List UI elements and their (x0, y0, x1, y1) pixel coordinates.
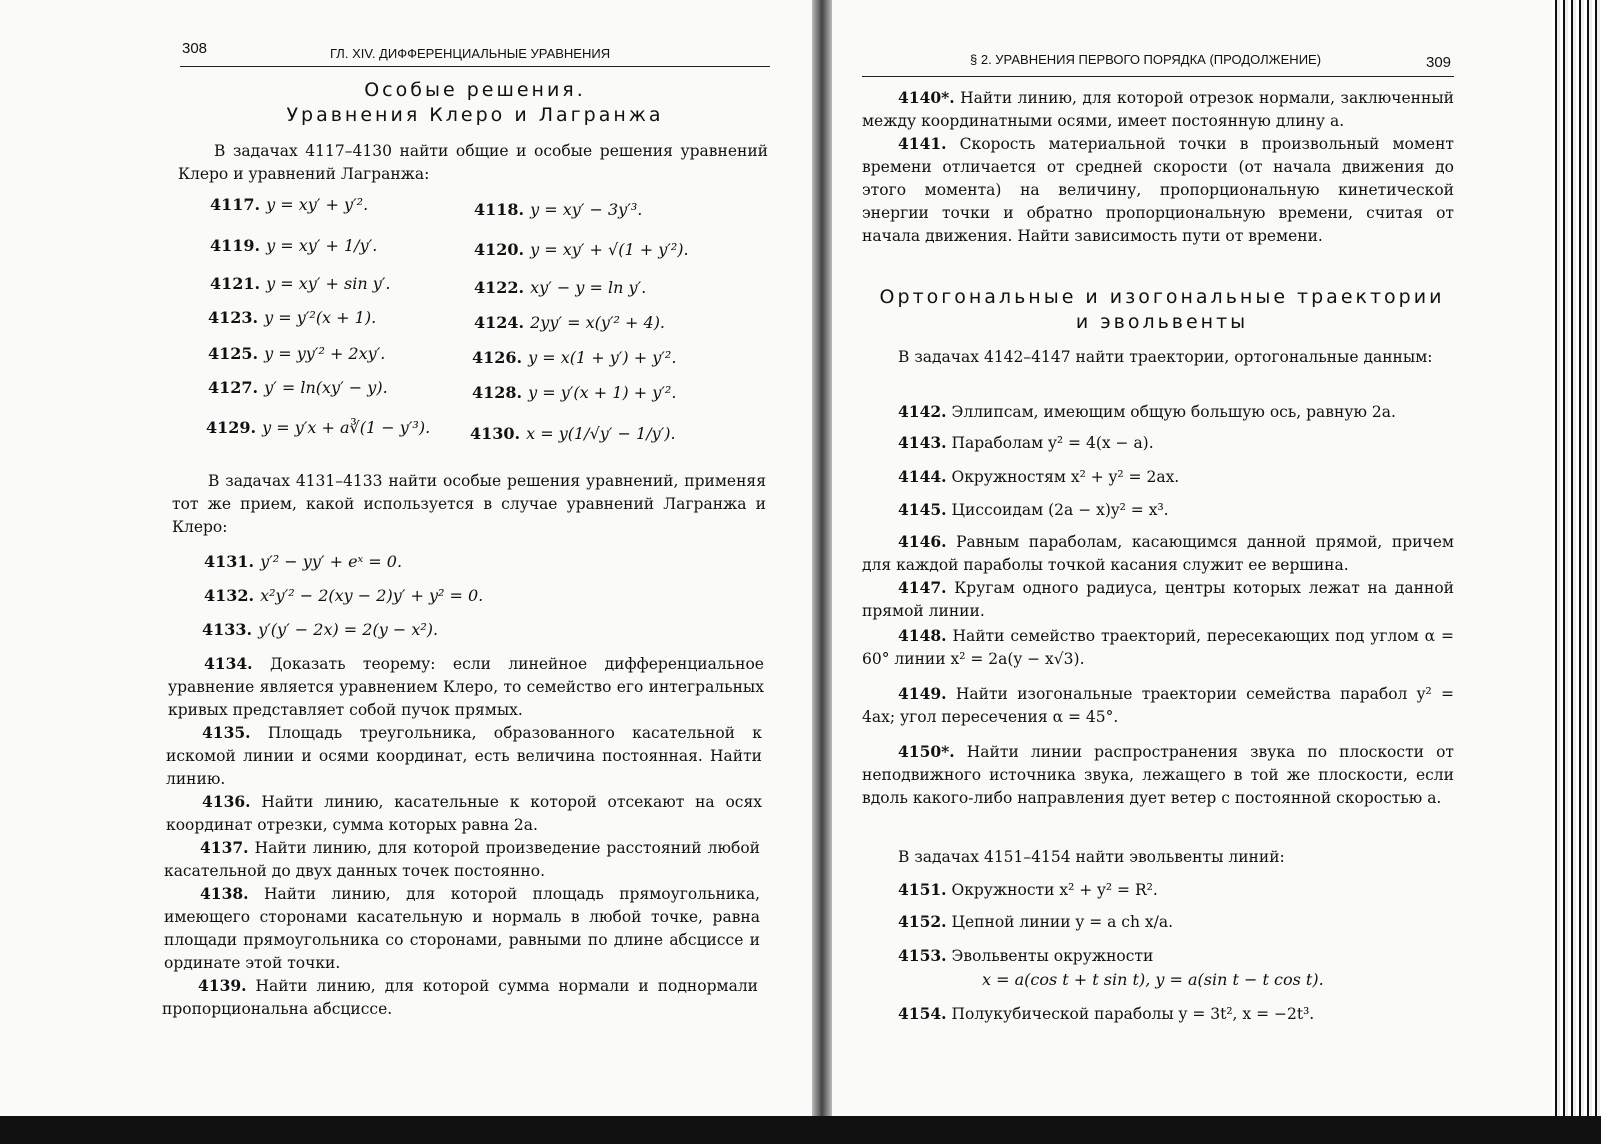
problem-4153: 4153. Эвольвенты окружности (898, 946, 1154, 965)
problem-4133: 4133. y′(y′ − 2x) = 2(y − x²). (202, 620, 439, 639)
section-title-line-1: Особые решения. (364, 79, 586, 101)
scan-shadow (0, 1116, 1601, 1144)
intro-text-1: В задачах 4117–4130 найти общие и особые решения уравнений Клеро и уравнений Лагранжа: (178, 142, 768, 183)
problem-4121: 4121. y = xy′ + sin y′. (210, 274, 391, 293)
problem-4132: 4132. x²y′² − 2(xy − 2)y′ + y² = 0. (204, 586, 484, 605)
problem-4130: 4130. x = y(1/√y′ − 1/y′). (470, 424, 676, 443)
intro-text-2: В задачах 4151–4154 найти эвольвенты линий: (898, 848, 1285, 866)
problem-4118: 4118. y = xy′ − 3y′³. (474, 200, 643, 219)
problem-4145: 4145. Циссоидам (2a − x)y² = x³. (898, 500, 1169, 519)
page-edges (1552, 0, 1601, 1144)
problem-4140: 4140*. Найти линию, для которой отрезок нормали, заключенный между координатными осями, имеет постоянную длину a. (862, 88, 1454, 130)
right-page (832, 0, 1552, 1144)
section-title (852, 285, 1472, 335)
page-number: 309 (1426, 54, 1452, 71)
problem-4129: 4129. y = y′x + a∛(1 − y′³). (206, 418, 431, 437)
running-header: § 2. УРАВНЕНИЯ ПЕРВОГО ПОРЯДКА (ПРОДОЛЖЕНИЕ) (970, 52, 1322, 67)
section-title-line-1: Ортогональные и изогональные траектории (879, 286, 1445, 308)
problem-4144: 4144. Окружностям x² + y² = 2ax. (898, 467, 1180, 486)
problem-4146: 4146. Равным параболам, касающимся данной прямой, причем для каждой параболы точкой касания служит ее вершина. (862, 532, 1454, 574)
problem-4131: 4131. y′² − yy′ + eˣ = 0. (204, 552, 403, 571)
problem-4151: 4151. Окружности x² + y² = R². (898, 880, 1158, 899)
problem-4135: 4135. Площадь треугольника, образованного касательной к искомой линии и осями координат, есть величина постоянная. Найти линию. (166, 723, 762, 788)
problem-4142: 4142. Эллипсам, имеющим общую большую ось, равную 2a. (898, 402, 1396, 421)
problem-4154: 4154. Полукубической параболы y = 3t², x = −2t³. (898, 1004, 1315, 1023)
problem-4143: 4143. Параболам y² = 4(x − a). (898, 433, 1154, 452)
problem-4127: 4127. y′ = ln(xy′ − y). (208, 378, 388, 397)
problem-4149: 4149. Найти изогональные траектории семейства парабол y² = 4ax; угол пересечения α = 45°. (862, 684, 1454, 726)
problem-4128: 4128. y = y′(x + 1) + y′². (472, 383, 677, 402)
header-rule (180, 66, 770, 67)
running-header: ГЛ. XIV. ДИФФЕРЕНЦИАЛЬНЫЕ УРАВНЕНИЯ (330, 46, 611, 61)
intro-text-2: В задачах 4131–4133 найти особые решения уравнений, применяя тот же прием, какой используется в случае уравнений Лагранжа и Клеро: (172, 472, 766, 536)
problem-4120: 4120. y = xy′ + √(1 + y′²). (474, 240, 689, 259)
problem-4119: 4119. y = xy′ + 1/y′. (210, 236, 378, 255)
section-title-line-2: и эвольвенты (1075, 311, 1249, 333)
problem-4117: 4117. y = xy′ + y′². (210, 195, 369, 214)
problem-4138: 4138. Найти линию, для которой площадь прямоугольника, имеющего сторонами касательную и нормаль в любой точке, равна площади прямоугольника со сторонами, равными по длине абсциссе и ординате этой точки. (164, 884, 760, 972)
page-number: 308 (182, 40, 208, 57)
problem-4136: 4136. Найти линию, касательные к которой отсекают на осях координат отрезки, сумма которых равна 2a. (166, 792, 762, 834)
problem-4124: 4124. 2yy′ = x(y′² + 4). (474, 313, 666, 332)
problem-4150: 4150*. Найти линии распространения звука по плоскости от неподвижного источника звука, лежащего в той же плоскости, если вдоль какого-либо направления дует ветер с постоянной скоростью a. (862, 742, 1454, 807)
problem-4134: 4134. Доказать теорему: если линейное дифференциальное уравнение является уравнением Клеро, то семейство его интегральных кривых представляет собой пучок прямых. (168, 654, 764, 719)
problem-4123: 4123. y = y′²(x + 1). (208, 308, 377, 327)
problem-4137: 4137. Найти линию, для которой произведение расстояний любой касательной до двух данных точек постоянно. (164, 838, 760, 880)
problem-4122: 4122. xy′ − y = ln y′. (474, 278, 647, 297)
problem-4152: 4152. Цепной линии y = a ch x/a. (898, 912, 1174, 931)
section-title (240, 78, 710, 128)
intro-text-1: В задачах 4142–4147 найти траектории, ортогональные данным: (898, 348, 1433, 366)
problem-4153-equation: x = a(cos t + t sin t), y = a(sin t − t cos t). (982, 970, 1324, 989)
problem-4126: 4126. y = x(1 + y′) + y′². (472, 348, 677, 367)
header-rule (862, 76, 1454, 77)
problem-4141: 4141. Скорость материальной точки в произвольный момент времени отличается от средней скорости (от начала движения до этого момента) на величину, пропорциональную кинетической энергии точки и обратно пропорциональную времени, считая от начала движения. Найти зависимость пути от времени. (862, 134, 1454, 245)
problem-4147: 4147. Кругам одного радиуса, центры которых лежат на данной прямой линии. (862, 578, 1454, 620)
problem-4125: 4125. y = yy′² + 2xy′. (208, 344, 386, 363)
section-title-line-2: Уравнения Клеро и Лагранжа (286, 104, 664, 126)
book-spine (812, 0, 832, 1144)
problem-4148: 4148. Найти семейство траекторий, пересекающих под углом α = 60° линии x² = 2a(y − x√3). (862, 626, 1454, 668)
problem-4139: 4139. Найти линию, для которой сумма нормали и поднормали пропорциональна абсциссе. (162, 976, 758, 1018)
